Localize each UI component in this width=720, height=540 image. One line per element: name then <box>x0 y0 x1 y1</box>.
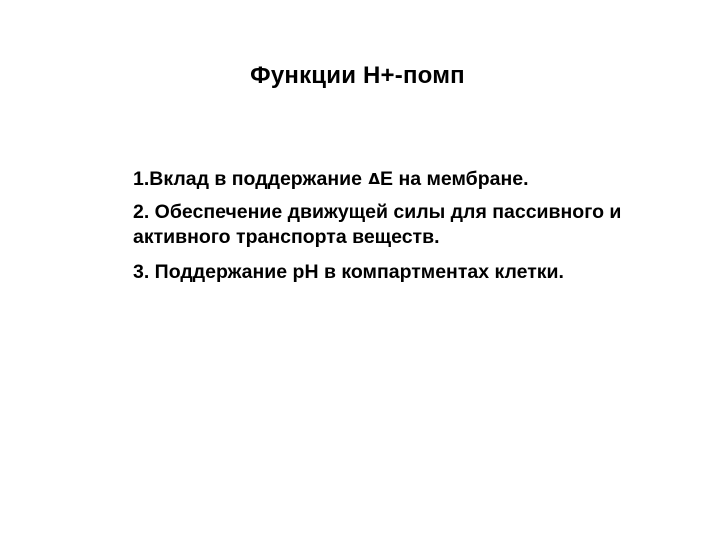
list-item-1 <box>133 167 633 192</box>
slide-title: Функции Н+-помп <box>250 62 465 89</box>
item-1-text-end: Е на мембране. <box>380 168 529 190</box>
functions-list <box>133 167 633 295</box>
list-item-3: 3. Поддержание рН в компартментах клетки. <box>133 261 564 283</box>
delta-icon: Δ <box>368 170 381 188</box>
list-item-2: 2. Обеспечение движущей силы для пассивного и активного транспорта веществ. <box>133 201 622 248</box>
item-1-text-start: 1.Вклад в поддержание <box>133 168 368 190</box>
